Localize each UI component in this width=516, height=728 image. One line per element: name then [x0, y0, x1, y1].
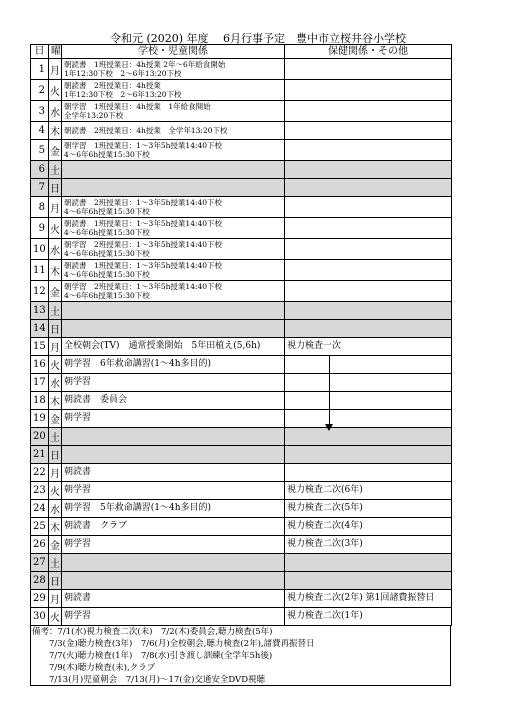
school-line: 朝学習 — [64, 611, 92, 621]
school-cell — [62, 260, 285, 281]
school-cell — [62, 446, 285, 464]
weekday-cell: 木 — [49, 260, 62, 281]
health-cell: 視力検査二次(1年) — [285, 608, 452, 626]
school-line: 朝読書 1班授業日：1～3年5h授業14:40下校 — [64, 219, 223, 228]
school-line: 朝学習 5年救命講習(1～4h多目的) — [64, 503, 211, 513]
vision-check-arrow-line — [329, 355, 330, 427]
table-row — [31, 161, 452, 179]
school-cell — [62, 59, 285, 80]
table-row — [31, 101, 452, 122]
table-row — [31, 500, 452, 518]
school-cell — [62, 239, 285, 260]
school-cell — [62, 410, 285, 428]
school-line: 朝学習 — [64, 377, 92, 387]
table-row — [31, 554, 452, 572]
health-cell — [285, 302, 452, 320]
table-row — [31, 446, 452, 464]
school-cell — [62, 122, 285, 140]
school-line: 全学年13:20下校 — [64, 111, 124, 120]
school-line: 朝読書 2班授業日：4h授業 全学年13:20下校 — [64, 126, 228, 135]
note-line: 7/7(火)聴力検査(1年) 7/8(水)引き渡し訓練(全学年5h後) — [32, 651, 273, 661]
health-cell — [285, 410, 452, 428]
health-cell — [285, 356, 452, 374]
weekday-cell: 月 — [49, 590, 62, 608]
school-line: 朝読書 1班授業日：1～3年5h授業14:40下校 — [64, 261, 223, 270]
day-cell: 5 — [31, 140, 49, 161]
weekday-cell: 月 — [49, 197, 62, 218]
weekday-cell: 金 — [49, 140, 62, 161]
table-row — [31, 482, 452, 500]
day-cell: 14 — [31, 320, 49, 338]
vision-check-arrow-head — [325, 424, 333, 431]
health-cell — [285, 179, 452, 197]
weekday-cell: 土 — [49, 161, 62, 179]
day-cell: 15 — [31, 338, 49, 356]
table-row — [31, 320, 452, 338]
health-cell: 視力検査二次(6年) — [285, 482, 452, 500]
weekday-cell: 日 — [49, 446, 62, 464]
day-cell: 22 — [31, 464, 49, 482]
day-cell: 23 — [31, 482, 49, 500]
day-cell: 26 — [31, 536, 49, 554]
school-line: 1年12:30下校 2～6年13:20下校 — [64, 90, 182, 99]
day-cell: 27 — [31, 554, 49, 572]
health-cell — [285, 260, 452, 281]
school-line: 朝読書 — [64, 467, 92, 477]
table-row — [31, 179, 452, 197]
weekday-cell: 火 — [49, 608, 62, 626]
health-cell: 視力検査二次(4年) — [285, 518, 452, 536]
page-title: 令和元 (2020) 年度 6月行事予定 豊中市立桜井谷小学校 — [109, 32, 407, 45]
weekday-cell: 土 — [49, 428, 62, 446]
day-cell: 29 — [31, 590, 49, 608]
weekday-cell: 金 — [49, 536, 62, 554]
day-cell: 2 — [31, 80, 49, 101]
weekday-cell: 水 — [49, 374, 62, 392]
day-cell: 7 — [31, 179, 49, 197]
day-cell: 30 — [31, 608, 49, 626]
school-cell — [62, 392, 285, 410]
weekday-cell: 火 — [49, 80, 62, 101]
table-row — [31, 338, 452, 356]
table-row — [31, 59, 452, 80]
school-line: 朝学習 — [64, 539, 92, 549]
school-cell — [62, 281, 285, 302]
table-row — [31, 218, 452, 239]
day-cell: 20 — [31, 428, 49, 446]
day-cell: 17 — [31, 374, 49, 392]
health-cell: 視力検査二次(2年) 第1回諸費振替日 — [285, 590, 452, 608]
health-cell — [285, 428, 452, 446]
header-day: 日 — [31, 45, 49, 59]
table-row — [31, 260, 452, 281]
health-cell — [285, 161, 452, 179]
table-row — [31, 122, 452, 140]
weekday-cell: 木 — [49, 122, 62, 140]
header-school: 学校・児童関係 — [62, 45, 285, 59]
note-line: 7/9(木)聴力検査(未),クラブ — [32, 663, 156, 673]
weekday-cell: 水 — [49, 500, 62, 518]
school-cell — [62, 80, 285, 101]
school-cell — [62, 218, 285, 239]
weekday-cell: 月 — [49, 59, 62, 80]
note-line: 備考：7/1(水)視力検査二次(未) 7/2(木)委員会,聴力検査(5年) — [32, 627, 273, 637]
weekday-cell: 火 — [49, 356, 62, 374]
school-cell — [62, 554, 285, 572]
weekday-cell: 金 — [49, 281, 62, 302]
school-line: 朝学習 2班授業日：1～3年5h授業14:40下校 — [64, 240, 223, 249]
weekday-cell: 火 — [49, 218, 62, 239]
table-row — [31, 239, 452, 260]
school-cell — [62, 161, 285, 179]
school-line: 1年12:30下校 2～6年13:20下校 — [64, 69, 182, 78]
weekday-cell: 日 — [49, 179, 62, 197]
weekday-cell: 火 — [49, 482, 62, 500]
weekday-cell: 月 — [49, 338, 62, 356]
day-cell: 6 — [31, 161, 49, 179]
table-row — [31, 356, 452, 374]
day-cell: 13 — [31, 302, 49, 320]
school-line: 全校朝会(TV) 通常授業開始 5年田植え(5,6h) — [64, 341, 261, 351]
table-row — [31, 197, 452, 218]
day-cell: 24 — [31, 500, 49, 518]
table-row — [31, 518, 452, 536]
health-cell — [285, 320, 452, 338]
school-cell — [62, 590, 285, 608]
day-cell: 9 — [31, 218, 49, 239]
table-row — [31, 140, 452, 161]
school-cell — [62, 179, 285, 197]
school-cell — [62, 482, 285, 500]
school-line: 朝読書 1班授業日：4h授業 2年～6年給食開始 — [64, 60, 226, 69]
school-line: 4～6年6h授業15:30下校 — [64, 249, 150, 258]
weekday-cell: 金 — [49, 410, 62, 428]
school-cell — [62, 608, 285, 626]
health-cell — [285, 140, 452, 161]
table-row — [31, 392, 452, 410]
day-cell: 3 — [31, 101, 49, 122]
schedule-table — [30, 44, 452, 626]
table-row — [31, 590, 452, 608]
health-cell — [285, 374, 452, 392]
school-line: 朝学習 1班授業日：1～3年5h授業14:40下校 — [64, 141, 223, 150]
weekday-cell: 木 — [49, 392, 62, 410]
day-cell: 1 — [31, 59, 49, 80]
school-line: 4～6年6h授業15:30下校 — [64, 150, 150, 159]
school-cell — [62, 320, 285, 338]
school-line: 朝読書 委員会 — [64, 395, 128, 405]
table-row — [31, 374, 452, 392]
health-cell — [285, 80, 452, 101]
weekday-cell: 水 — [49, 239, 62, 260]
weekday-cell: 水 — [49, 101, 62, 122]
school-cell — [62, 338, 285, 356]
day-cell: 16 — [31, 356, 49, 374]
school-cell — [62, 101, 285, 122]
table-row — [31, 572, 452, 590]
day-cell: 4 — [31, 122, 49, 140]
table-row — [31, 428, 452, 446]
notes-box — [30, 626, 451, 686]
weekday-cell: 日 — [49, 320, 62, 338]
table-row — [31, 608, 452, 626]
school-line: 4～6年6h授業15:30下校 — [64, 270, 150, 279]
school-line: 朝学習 — [64, 413, 92, 423]
school-line: 朝学習 1班授業日：4h授業 1年給食開始 — [64, 102, 211, 111]
table-row — [31, 464, 452, 482]
school-line: 朝学習 6年救命講習(1～4h多目的) — [64, 359, 211, 369]
school-cell — [62, 140, 285, 161]
health-cell — [285, 554, 452, 572]
note-line: 7/3(金)聴力検査(3年) 7/6(月)全校朝会,聴力検査(2年),諸費再振替日 — [32, 639, 315, 649]
table-row — [31, 80, 452, 101]
day-cell: 18 — [31, 392, 49, 410]
health-cell — [285, 281, 452, 302]
weekday-cell: 木 — [49, 518, 62, 536]
health-cell — [285, 122, 452, 140]
day-cell: 21 — [31, 446, 49, 464]
school-line: 朝読書 2班授業日：4h授業 — [64, 81, 161, 90]
note-line: 7/13(月)児童朝会 7/13(月)～17(金)交通安全DVD視聴 — [32, 675, 266, 685]
school-cell — [62, 518, 285, 536]
table-row — [31, 536, 452, 554]
table-row — [31, 410, 452, 428]
school-cell — [62, 356, 285, 374]
school-line: 朝読書 — [64, 593, 92, 603]
day-cell: 19 — [31, 410, 49, 428]
header-health: 保健関係・その他 — [285, 45, 452, 59]
day-cell: 28 — [31, 572, 49, 590]
weekday-cell: 日 — [49, 572, 62, 590]
school-cell — [62, 428, 285, 446]
health-cell — [285, 218, 452, 239]
health-cell — [285, 239, 452, 260]
weekday-cell: 月 — [49, 464, 62, 482]
health-cell — [285, 59, 452, 80]
day-cell: 8 — [31, 197, 49, 218]
health-cell: 視力検査二次(3年) — [285, 536, 452, 554]
day-cell: 11 — [31, 260, 49, 281]
school-line: 朝学習 2班授業日：1～3年5h授業14:40下校 — [64, 282, 223, 291]
school-cell — [62, 500, 285, 518]
school-line: 朝読書 2班授業日：1～3年5h授業14:40下校 — [64, 198, 223, 207]
health-cell — [285, 101, 452, 122]
day-cell: 10 — [31, 239, 49, 260]
health-cell — [285, 572, 452, 590]
table-row — [31, 302, 452, 320]
health-cell: 視力検査二次(5年) — [285, 500, 452, 518]
weekday-cell: 土 — [49, 554, 62, 572]
header-weekday: 曜 — [49, 45, 62, 59]
school-cell — [62, 197, 285, 218]
school-cell — [62, 464, 285, 482]
health-cell — [285, 446, 452, 464]
school-cell — [62, 572, 285, 590]
school-line: 朝読書 クラブ — [64, 521, 128, 531]
school-line: 4～6年6h授業15:30下校 — [64, 291, 150, 300]
school-line: 4～6年6h授業15:30下校 — [64, 207, 150, 216]
table-row — [31, 281, 452, 302]
school-cell — [62, 536, 285, 554]
day-cell: 25 — [31, 518, 49, 536]
health-cell — [285, 392, 452, 410]
school-line: 朝学習 — [64, 485, 92, 495]
health-cell: 視力検査一次 — [285, 338, 452, 356]
school-cell — [62, 302, 285, 320]
schedule-body — [31, 59, 452, 626]
school-line: 4～6年6h授業15:30下校 — [64, 228, 150, 237]
day-cell: 12 — [31, 281, 49, 302]
health-cell — [285, 197, 452, 218]
health-cell — [285, 464, 452, 482]
weekday-cell: 土 — [49, 302, 62, 320]
school-cell — [62, 374, 285, 392]
